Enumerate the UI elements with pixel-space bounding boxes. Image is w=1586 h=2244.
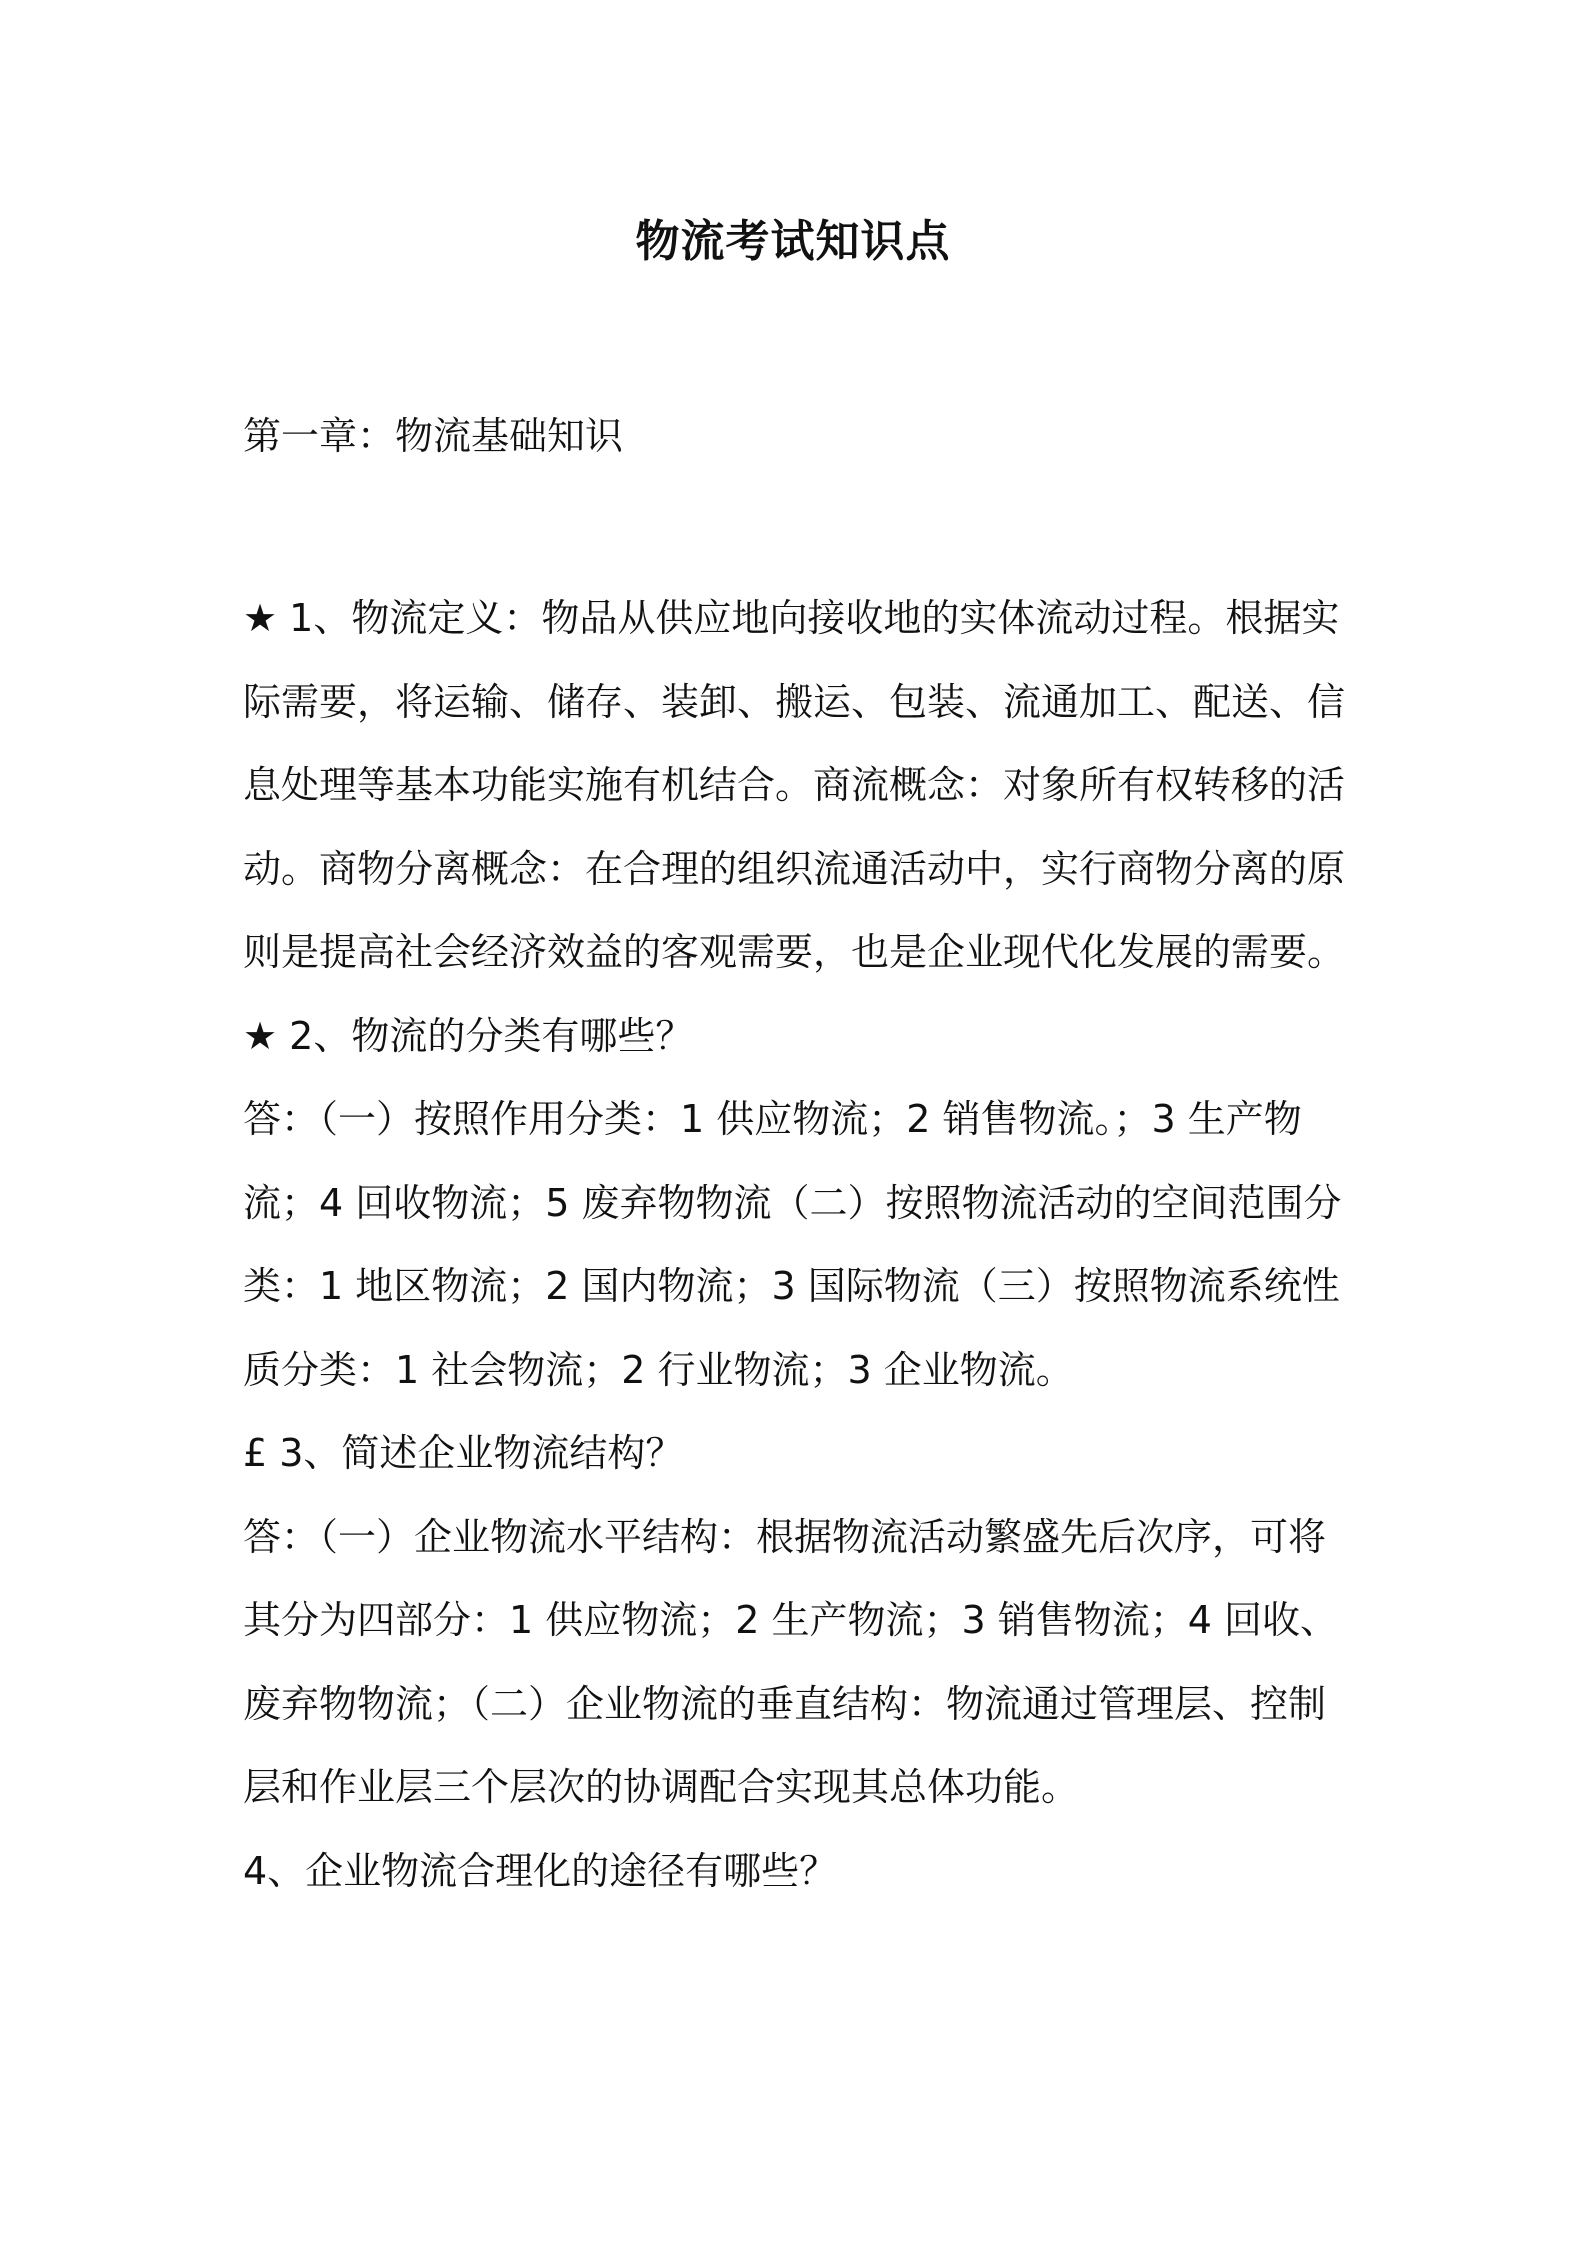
- answer-enterprise-logistics-structure: 答：（一）企业物流水平结构：根据物流活动繁盛先后次序，可将其分为四部分：1 供应物流；2 生产物流；3 销售物流；4 回收、废弃物物流；（二）企业物流的垂直结构：物流通过管理层、控制层和作业层三个层次的协调配合实现其总体功能。: [243, 1514, 1339, 1809]
- document-body: [243, 577, 1363, 1913]
- question-enterprise-logistics-structure: £ 3、简述企业物流结构？: [243, 1431, 684, 1475]
- document-title: 物流考试知识点: [635, 216, 951, 267]
- chapter-heading: 第一章：物流基础知识: [243, 414, 624, 458]
- question-logistics-rationalization: 4、企业物流合理化的途径有哪些？: [243, 1848, 838, 1893]
- answer-logistics-classification: 答：（一）按照作用分类：1 供应物流；2 销售物流。；3 生产物流；4 回收物流；5 废弃物物流（二）按照物流活动的空间范围分类：1 地区物流；2 国内物流；3 国际物流（三）按照物流系统性质分类：1 社会物流；2 行业物流；3 企业物流。: [243, 1097, 1342, 1392]
- paragraph-logistics-definition: ★ 1、物流定义：物品从供应地向接收地的实体流动过程。根据实际需要，将运输、储存、装卸、搬运、包装、流通加工、配送、信息处理等基本功能实施有机结合。商流概念：对象所有权转移的活动。商物分离概念：在合理的组织流通活动中，实行商物分离的原则是提高社会经济效益的客观需要，也是企业现代化发展的需要。: [243, 596, 1346, 974]
- question-logistics-classification: ★ 2、物流的分类有哪些？: [243, 1013, 694, 1058]
